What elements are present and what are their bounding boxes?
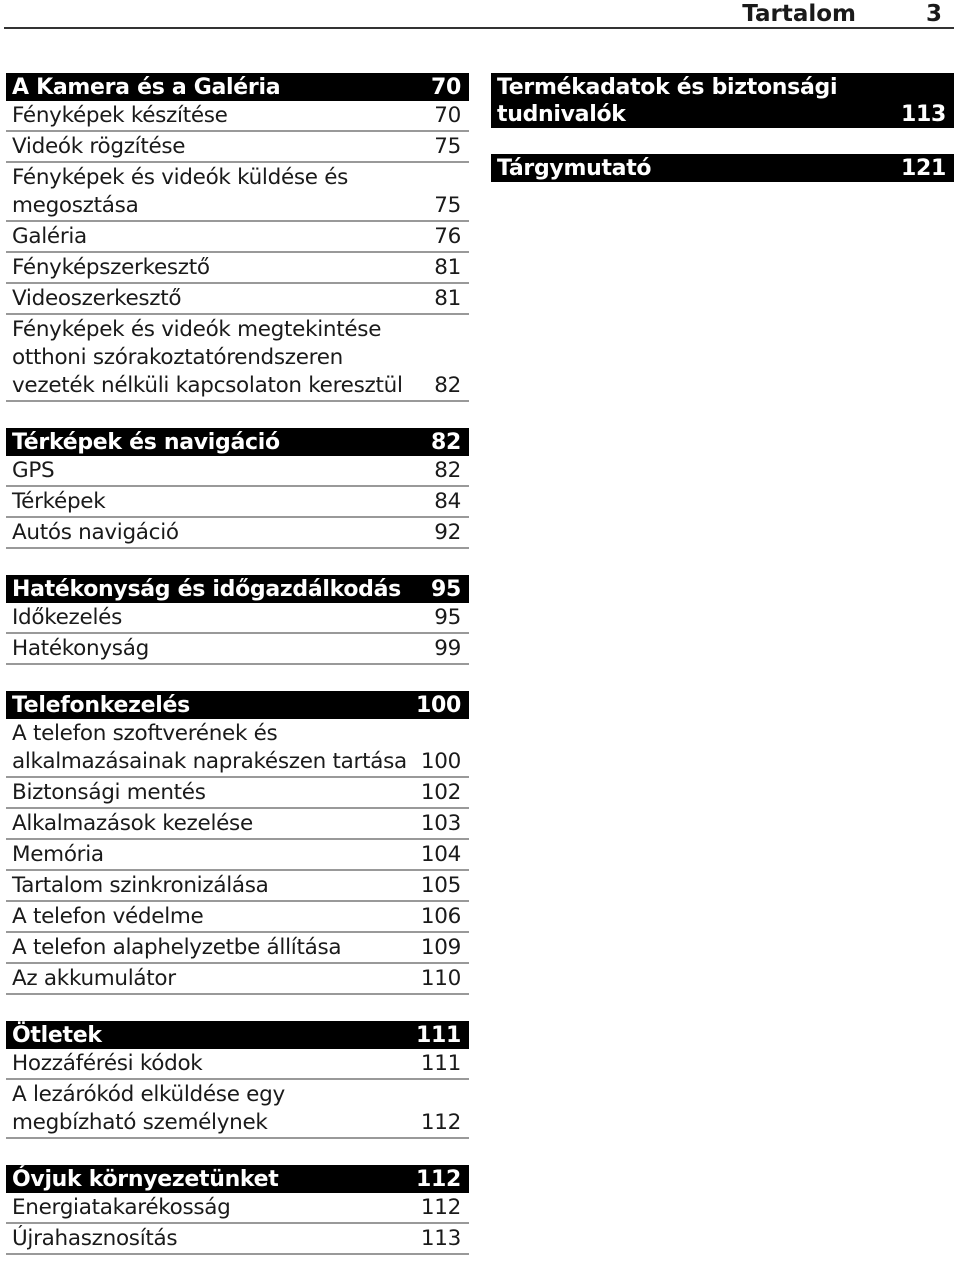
toc-entry-title: Az akkumulátor [12,966,176,991]
section-heading-title: Termékadatok és biztonsági tudnivalók [497,75,838,127]
toc-entry[interactable] [6,634,469,665]
toc-section-heading[interactable] [491,154,954,182]
toc-entry-title: Térképek [12,489,106,514]
section-heading-page: 95 [430,577,461,602]
toc-entry[interactable] [6,719,469,778]
toc-entry[interactable] [6,518,469,549]
toc-entry-title: Fényképek és videók küldése és megosztása [12,165,349,218]
toc-entry-title: A telefon védelme [12,904,204,929]
toc-entry[interactable] [6,487,469,518]
toc-entry-page: 104 [420,842,461,867]
toc-section-heading[interactable] [491,73,954,128]
toc-entry-title: Fényképszerkesztő [12,255,210,280]
toc-entry[interactable] [6,253,469,284]
toc-entry[interactable] [6,1049,469,1080]
toc-entry-page: 82 [434,458,461,483]
toc-entry-title: Hatékonyság [12,636,149,661]
toc-entry-title: Galéria [12,224,87,249]
section-heading-page: 82 [430,430,461,455]
toc-entry-title: A lezárókód elküldése egy megbízható személynek [12,1082,285,1135]
toc-entry-title: Videoszerkesztő [12,286,182,311]
page-header-title: Tartalom [742,1,856,27]
section-heading-title: Hatékonyság és időgazdálkodás [12,577,401,602]
toc-section-heading[interactable] [6,1021,469,1049]
toc-entry-title: Videók rögzítése [12,134,186,159]
toc-section-heading[interactable] [6,73,469,101]
page-header [0,0,960,30]
toc-section-heading[interactable] [6,691,469,719]
toc-entry-page: 100 [420,749,461,774]
toc-entry[interactable] [6,101,469,132]
toc-entry[interactable] [6,902,469,933]
toc-entry-page: 99 [434,636,461,661]
toc-entry-title: Memória [12,842,104,867]
toc-entry-page: 110 [420,966,461,991]
toc-section [491,73,954,128]
toc-entry-page: 82 [434,373,461,398]
toc-entry-page: 113 [420,1226,461,1251]
toc-entry-page: 103 [420,811,461,836]
toc-entry-title: GPS [12,458,55,483]
section-heading-page: 100 [415,693,461,718]
toc-left-column [6,73,469,1281]
toc-entry-title: Fényképek és videók megtekintése otthoni szórakoztatórendszeren vezeték nélküli kapcsolaton keresztül [12,317,403,398]
toc-entry-page: 109 [420,935,461,960]
toc-entry[interactable] [6,1193,469,1224]
toc-section [6,428,469,549]
header-divider [4,27,954,29]
toc-entry-page: 112 [420,1195,461,1220]
toc-section-heading[interactable] [6,428,469,456]
toc-section [6,1021,469,1139]
toc-entry-page: 106 [420,904,461,929]
toc-section [6,691,469,995]
toc-entry-page: 105 [420,873,461,898]
toc-section [6,1165,469,1255]
toc-entry-title: Hozzáférési kódok [12,1051,203,1076]
toc-entry[interactable] [6,456,469,487]
toc-entry-title: Autós navigáció [12,520,179,545]
section-heading-title: Tárgymutató [497,156,652,181]
toc-entry-title: Újrahasznosítás [12,1226,178,1251]
toc-entry-page: 75 [434,134,461,159]
toc-entry[interactable] [6,933,469,964]
toc-entry[interactable] [6,778,469,809]
toc-entry-title: Tartalom szinkronizálása [12,873,269,898]
toc-entry[interactable] [6,1080,469,1139]
toc-entry[interactable] [6,871,469,902]
toc-entry-title: A telefon alaphelyzetbe állítása [12,935,342,960]
section-heading-page: 112 [415,1167,461,1192]
section-heading-title: Térképek és navigáció [12,430,280,455]
toc-entry[interactable] [6,222,469,253]
toc-entry-page: 70 [434,103,461,128]
toc-entry-page: 111 [420,1051,461,1076]
toc-entry-title: Fényképek készítése [12,103,228,128]
toc-section [6,73,469,402]
toc-section-heading[interactable] [6,575,469,603]
toc-entry-page: 92 [434,520,461,545]
toc-entry-page: 81 [434,255,461,280]
toc-entry-page: 84 [434,489,461,514]
toc-entry-page: 112 [420,1110,461,1135]
toc-entry-title: Energiatakarékosság [12,1195,231,1220]
toc-section [6,575,469,665]
section-heading-page: 70 [430,75,461,100]
toc-entry-title: Időkezelés [12,605,122,630]
toc-entry-title: A telefon szoftverének és alkalmazásainak naprakészen tartása [12,721,407,774]
toc-entry[interactable] [6,163,469,222]
toc-entry-page: 95 [434,605,461,630]
section-heading-title: Óvjuk környezetünket [12,1167,279,1192]
section-heading-title: Ötletek [12,1023,102,1048]
toc-entry-page: 75 [434,193,461,218]
toc-entry-title: Biztonsági mentés [12,780,206,805]
toc-entry[interactable] [6,284,469,315]
toc-entry[interactable] [6,315,469,402]
toc-entry[interactable] [6,840,469,871]
section-heading-page: 113 [900,102,946,127]
toc-right-column [491,73,954,208]
toc-entry[interactable] [6,1224,469,1255]
toc-entry-title: Alkalmazások kezelése [12,811,253,836]
toc-section-heading[interactable] [6,1165,469,1193]
toc-entry-page: 102 [420,780,461,805]
page-number: 3 [925,1,942,27]
toc-entry[interactable] [6,603,469,634]
section-heading-title: Telefonkezelés [12,693,190,718]
toc-entry[interactable] [6,809,469,840]
section-heading-title: A Kamera és a Galéria [12,75,281,100]
toc-entry-page: 76 [434,224,461,249]
toc-entry[interactable] [6,964,469,995]
toc-entry-page: 81 [434,286,461,311]
section-heading-page: 121 [900,156,946,181]
section-heading-page: 111 [415,1023,461,1048]
toc-entry[interactable] [6,132,469,163]
toc-section [491,154,954,182]
